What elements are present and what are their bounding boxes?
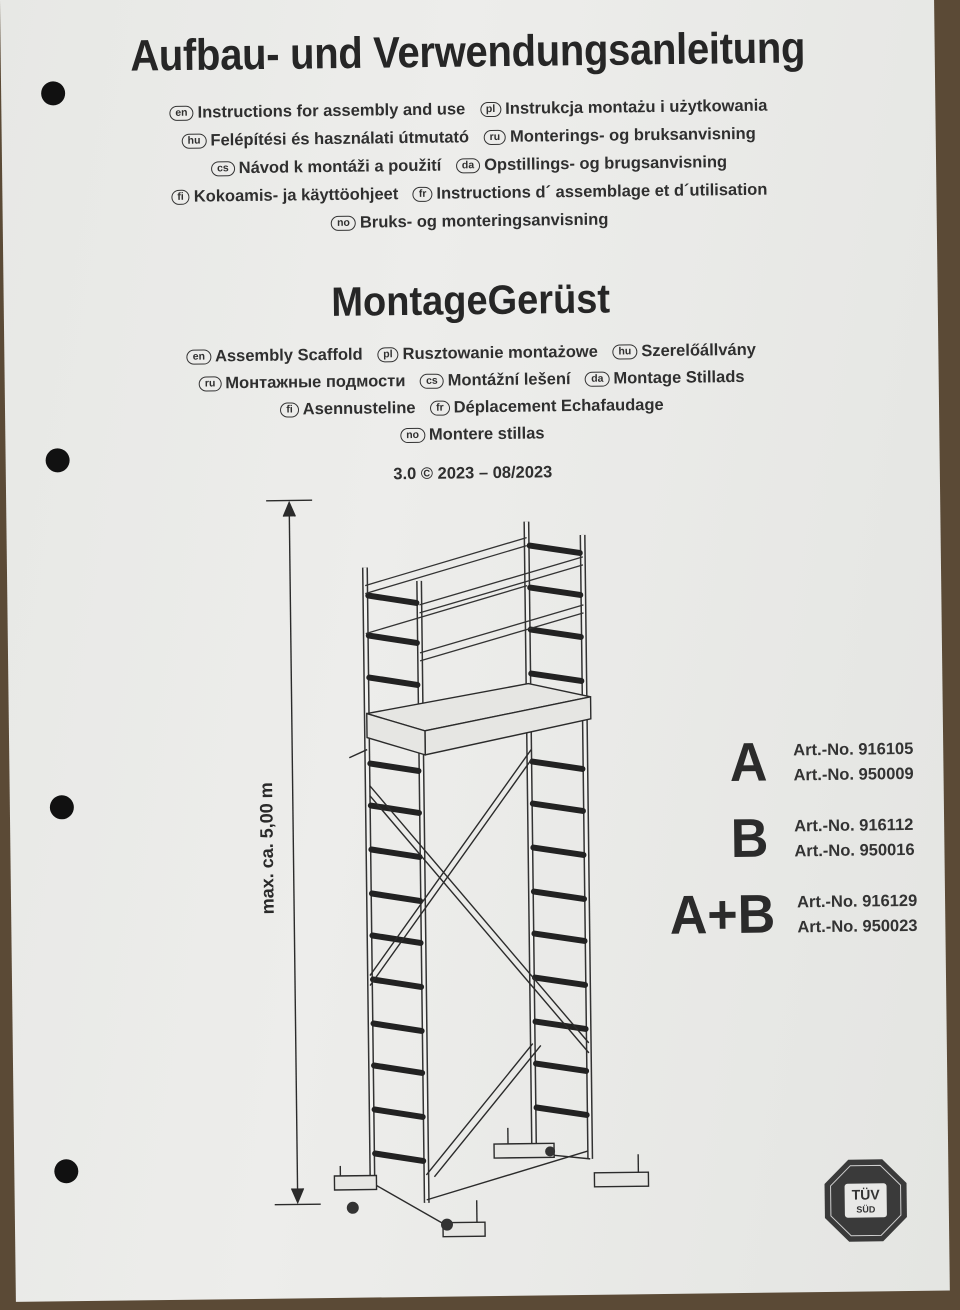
product-name-row <box>5 366 939 396</box>
language-text: Instructions for assembly and use <box>197 100 466 122</box>
product-name-row <box>5 393 939 423</box>
language-entry <box>199 372 406 394</box>
language-entry <box>182 128 470 151</box>
language-entry <box>456 153 727 175</box>
language-entry <box>483 125 755 147</box>
language-entry <box>211 157 442 179</box>
instruction-row <box>2 123 936 153</box>
language-entry <box>612 341 756 362</box>
language-code-badge: fi <box>171 190 190 205</box>
language-code-badge: en <box>169 106 193 121</box>
product-name-row <box>5 420 939 450</box>
language-code-badge: fr <box>430 401 450 416</box>
language-text: Instrukcja montażu i użytkowania <box>505 96 768 118</box>
language-code-badge: pl <box>377 347 399 362</box>
language-text: Opstillings- og brugsanvisning <box>484 153 728 175</box>
document-title: Aufbau- und Verwendungsanleitung <box>129 23 806 81</box>
language-entry <box>420 370 571 391</box>
scaffold-illustration <box>246 482 675 1257</box>
article-number: Art.-No. 916129 <box>796 891 918 912</box>
instruction-row <box>3 207 937 237</box>
language-entry <box>480 97 768 120</box>
language-code-badge: en <box>187 349 211 364</box>
language-text: Monterings- og bruksanvisning <box>509 124 756 146</box>
language-code-badge: da <box>585 372 609 387</box>
language-code-badge: ru <box>484 130 507 145</box>
language-entry <box>169 100 465 123</box>
wheels <box>346 1146 556 1232</box>
language-code-badge: no <box>331 216 356 231</box>
stabilizer-feet <box>334 1126 649 1238</box>
manual-cover-page: Aufbau- und Verwendungsanleitung en Instructions for assembly and use pl Instrukcja montażu i użytkowania hu Felépítési és használati útmutató ru Monterings- og bruksanvisning cs Návod k montáži a použití da Opstillings- og brugsanvisning fi Kokoamis- ja käyttöohjeet fr Instructions d´ assemblage et d´utilisation no Bruks- og monteringsanvisning MontageGerüst en Assembly Scaffold pl Rusztowanie montażowe hu Szerelőállvány ru Монтажные подмости cs Montážní lešení da Montage Stillads fi Asennusteline fr Déplacement Echafaudage no Montere stillas 3.0 © 2023 – 08/2023 max. ca. 5,00 m A Art.-No. 916105 Art.-No. 950009 B Art.-No. 916112 Art.-No. 950016 A+B Art.-No. 916129 Art.-No. 950023 TÜV SÜD <box>0 0 950 1302</box>
language-entry <box>187 346 363 367</box>
language-code-badge: da <box>456 158 480 173</box>
language-code-badge: hu <box>612 344 637 359</box>
language-entry <box>331 211 608 233</box>
language-code-badge: no <box>400 428 425 443</box>
language-entry <box>413 181 768 204</box>
article-number: Art.-No. 950016 <box>794 840 915 861</box>
instruction-row <box>1 95 935 125</box>
language-code-badge: ru <box>199 376 222 391</box>
language-text: Montage Stillads <box>613 367 745 388</box>
language-code-badge: cs <box>211 161 235 176</box>
variant-letter: A <box>729 732 768 794</box>
language-text: Assembly Scaffold <box>214 345 363 366</box>
language-code-badge: cs <box>420 374 444 389</box>
tuv-sud-seal-icon <box>822 1157 909 1244</box>
language-code-badge: hu <box>182 133 207 148</box>
instruction-row <box>2 151 936 181</box>
language-entry <box>400 424 545 445</box>
instruction-row <box>2 179 936 209</box>
version-line: 3.0 © 2023 – 08/2023 <box>393 463 553 484</box>
tuv-sub-text: SÜD <box>856 1204 876 1215</box>
language-text: Návod k montáži a použití <box>238 156 442 178</box>
language-text: Kokoamis- ja käyttöohjeet <box>193 185 399 206</box>
product-title: MontageGerüst <box>331 276 611 326</box>
article-number: Art.-No. 916105 <box>793 739 914 760</box>
variant-letter: B <box>730 808 769 870</box>
punch-hole-1 <box>41 81 65 105</box>
work-platform <box>348 683 591 758</box>
punch-hole-4 <box>54 1159 78 1183</box>
language-text: Asennusteline <box>302 398 416 419</box>
product-name-row <box>4 339 938 369</box>
tuv-mark-text: TÜV <box>851 1186 880 1203</box>
language-text: Montážní lešení <box>447 370 571 390</box>
language-code-badge: fi <box>280 402 299 417</box>
punch-hole-3 <box>50 795 74 819</box>
language-entry <box>585 368 745 389</box>
language-entry <box>430 396 664 418</box>
language-text: Montere stillas <box>428 424 545 444</box>
language-entry <box>280 399 415 420</box>
language-code-badge: fr <box>413 187 433 202</box>
language-code-badge: pl <box>480 102 502 117</box>
language-text: Felépítési és használati útmutató <box>210 128 470 150</box>
language-text: Szerelőállvány <box>641 340 757 361</box>
language-text: Bruks- og monteringsanvisning <box>359 210 609 232</box>
language-text: Instructions d´ assemblage et d´utilisation <box>436 180 768 203</box>
variant-letter: A+B <box>669 884 776 947</box>
article-number: Art.-No. 950023 <box>797 916 918 937</box>
language-text: Déplacement Echafaudage <box>453 395 664 417</box>
language-text: Монтажные подмости <box>225 372 406 393</box>
diagonal-braces <box>367 749 590 1201</box>
article-number: Art.-No. 916112 <box>794 815 914 836</box>
frame-rungs <box>368 545 587 1162</box>
language-entry <box>171 185 398 207</box>
article-number: Art.-No. 950009 <box>793 764 914 785</box>
language-entry <box>377 343 598 365</box>
language-text: Rusztowanie montażowe <box>402 342 598 364</box>
